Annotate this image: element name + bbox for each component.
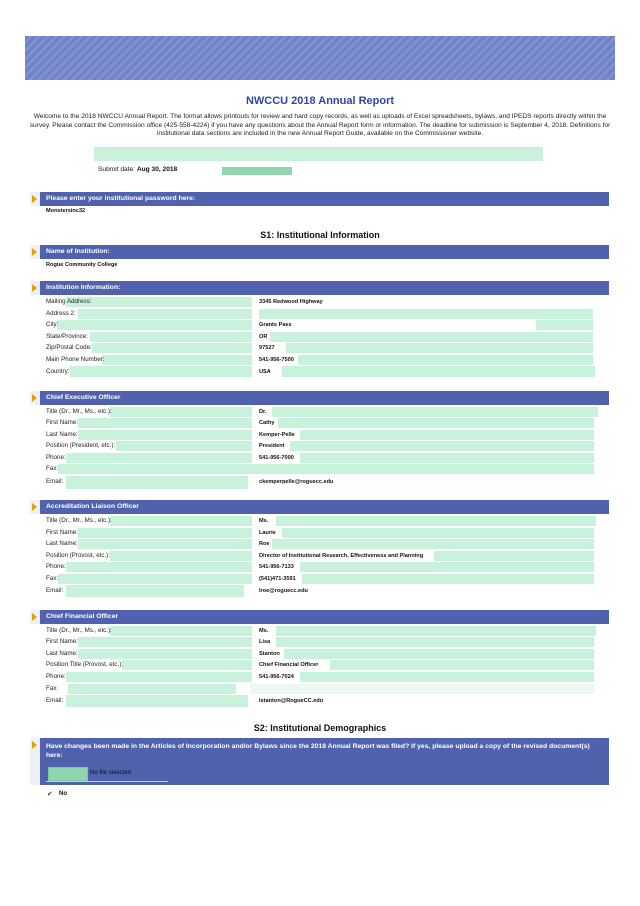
ceo-field-bg (116, 441, 252, 451)
institution-info-bar (30, 281, 609, 295)
ceo-email-value[interactable]: ckemperpelle@roguecc.edu (259, 479, 334, 485)
checkmark-icon: ✔ (47, 791, 53, 798)
ceo-position-label: Position (President, etc.): (46, 442, 116, 449)
city-extra-field (536, 320, 593, 330)
ceo-position-input[interactable] (290, 441, 594, 451)
phone-label-field (102, 355, 252, 365)
alo-email-label: Email: (46, 587, 64, 594)
country-input[interactable] (282, 366, 595, 377)
cfo-email-value[interactable]: lstanton@RogueCC.edu (259, 698, 324, 704)
phone-label: Main Phone Number: (46, 356, 105, 363)
alo-phone-label: Phone: (46, 563, 66, 570)
ceo-lastname-value[interactable]: Kemper-Pelle (259, 432, 295, 438)
alo-lastname-input[interactable] (272, 539, 594, 549)
alo-firstname-label: First Name: (46, 529, 78, 536)
alo-field-bg (110, 516, 252, 526)
address2-label-field (78, 309, 252, 319)
cfo-field-bg (122, 660, 252, 670)
institution-name-prompt: Name of Institution: (46, 248, 110, 255)
alo-fax-input[interactable] (302, 574, 594, 584)
city-label: City: (46, 321, 59, 328)
alo-email-value[interactable]: lroe@roguecc.edu (259, 588, 308, 594)
chevron-right-icon (30, 245, 40, 259)
ceo-firstname-input[interactable] (278, 418, 594, 428)
submit-date-label: Submit date: (98, 166, 136, 173)
city-value[interactable]: Grants Pass (259, 322, 292, 328)
chevron-right-icon (30, 610, 40, 624)
cfo-phone-label: Phone: (46, 673, 66, 680)
cfo-field-bg (66, 695, 248, 707)
alo-field-bg (66, 562, 252, 572)
ceo-lastname-input[interactable] (300, 430, 594, 440)
submit-date-bar (222, 167, 292, 175)
cfo-field-bg (66, 672, 252, 682)
cfo-heading: Chief Financial Officer (46, 613, 119, 620)
cfo-firstname-label: First Name: (46, 638, 78, 645)
mailing-address-label: Mailing Address: (46, 298, 92, 305)
chevron-right-icon (30, 738, 40, 785)
ceo-phone-label: Phone: (46, 454, 66, 461)
cfo-field-bg (110, 626, 252, 636)
institution-name-bar (30, 245, 609, 259)
cfo-email-label: Email: (46, 697, 64, 704)
alo-heading: Accreditation Liaison Officer (46, 503, 139, 510)
alo-section-bar (30, 500, 609, 514)
s2-heading: S2: Institutional Demographics (253, 723, 387, 733)
ceo-field-bg (66, 453, 252, 463)
cfo-position-value[interactable]: Chief Financial Officer (259, 662, 319, 668)
mailing-address-value[interactable]: 3345 Redwood Highway (259, 299, 323, 305)
alo-position-label: Position (Provost, etc.): (46, 552, 110, 559)
password-section-bar (30, 192, 609, 206)
address2-label: Address 2: (46, 310, 76, 317)
ceo-firstname-value[interactable]: Cathy (259, 420, 275, 426)
cfo-phone-value[interactable]: 541-956-7024 (259, 674, 294, 680)
cfo-lastname-value[interactable]: Stanton (259, 651, 280, 657)
ceo-field-bg (78, 418, 252, 428)
ceo-section-bar (30, 391, 609, 405)
chevron-right-icon (30, 281, 40, 295)
cfo-phone-input[interactable] (300, 672, 594, 682)
chevron-right-icon (30, 391, 40, 405)
cfo-fax-label: Fax: (46, 685, 59, 692)
cfo-firstname-value[interactable]: Lisa (259, 639, 271, 645)
cfo-title-input[interactable] (276, 626, 596, 636)
country-label-field (70, 366, 252, 377)
cfo-lastname-input[interactable] (284, 649, 594, 659)
ceo-field-bg (78, 430, 252, 440)
cfo-field-bg (68, 684, 236, 694)
alo-position-value[interactable]: Director of Institutional Research, Effectiveness and Planning (259, 553, 424, 559)
bylaws-question-bar (30, 738, 609, 785)
alo-field-bg (58, 574, 252, 584)
cfo-lastname-label: Last Name: (46, 650, 78, 657)
alo-phone-value[interactable]: 541-956-7133 (259, 564, 294, 570)
ceo-phone-value[interactable]: 541-956-7000 (259, 455, 294, 461)
ceo-position-value[interactable]: President (259, 443, 285, 449)
city-label-field (57, 320, 252, 330)
ceo-title-value[interactable]: Dr. (259, 409, 267, 415)
ceo-title-label: Title (Dr., Mr., Ms., etc.): (46, 408, 112, 415)
cfo-position-label: Position Title (Provost, etc.): (46, 661, 124, 668)
submit-banner-field (94, 147, 543, 161)
submit-date-row (98, 166, 177, 173)
alo-field-bg (78, 539, 252, 549)
zip-input[interactable] (286, 343, 593, 353)
phone-input[interactable] (298, 355, 593, 365)
alo-lastname-label: Last Name: (46, 540, 78, 547)
alo-fax-value[interactable]: (541)471-3591 (259, 576, 296, 582)
cfo-title-label: Title (Dr., Mr., Ms., etc.): (46, 627, 112, 634)
zip-label-field (92, 343, 252, 353)
cfo-position-input[interactable] (330, 660, 594, 670)
file-status: No file selected (90, 770, 132, 776)
ceo-title-input[interactable] (272, 407, 598, 417)
alo-firstname-input[interactable] (282, 528, 594, 538)
alo-title-input[interactable] (276, 516, 596, 526)
cfo-field-bg (78, 637, 252, 647)
alo-field-bg (110, 551, 252, 561)
ceo-email-label: Email: (46, 478, 64, 485)
bylaws-question: Have changes been made in the Articles of Incorporation and/or Bylaws since the 2018 Annual Report was filed? If yes, please upload a copy of the revised document(s) here: (46, 743, 590, 759)
phone-value[interactable]: 541-956-7500 (259, 357, 294, 363)
cfo-field-bg (78, 649, 252, 659)
country-value[interactable]: USA (259, 369, 271, 375)
alo-lastname-value[interactable]: Roe (259, 541, 270, 547)
alo-phone-input[interactable] (300, 562, 594, 572)
state-label-field (90, 332, 252, 342)
country-label: Country: (46, 368, 70, 375)
ceo-field-bg (66, 476, 248, 489)
ceo-fax-label: Fax: (46, 465, 59, 472)
ceo-heading: Chief Executive Officer (46, 394, 121, 401)
chevron-right-icon (30, 192, 40, 206)
state-label: State/Province: (46, 333, 88, 340)
alo-title-value[interactable]: Ms. (259, 518, 269, 524)
cfo-title-value[interactable]: Ms. (259, 628, 269, 634)
alo-fax-label: Fax: (46, 575, 59, 582)
mailing-address-label-field (66, 297, 252, 307)
ceo-lastname-label: Last Name: (46, 431, 78, 438)
zip-label: Zip/Postal Code: (46, 344, 92, 351)
ceo-field-bg (110, 407, 252, 417)
alo-position-input[interactable] (434, 551, 594, 561)
cfo-section-bar (30, 610, 609, 624)
password-prompt: Please enter your institutional password here: (46, 195, 196, 202)
alo-title-label: Title (Dr., Mr., Ms., etc.): (46, 517, 112, 524)
state-value[interactable]: OR (259, 334, 268, 340)
institution-info-heading: Institution Information: (46, 284, 121, 291)
chevron-right-icon (30, 500, 40, 514)
ceo-firstname-label: First Name: (46, 419, 78, 426)
cfo-fax-input[interactable] (250, 684, 594, 694)
file-underline (46, 781, 168, 782)
bylaws-answer[interactable]: No (59, 791, 67, 797)
state-input[interactable] (270, 332, 593, 342)
choose-file-button[interactable] (48, 767, 88, 781)
header-banner (25, 36, 615, 80)
zip-value[interactable]: 97527 (259, 345, 275, 351)
institution-name-value[interactable]: Rogue Community College (46, 262, 118, 268)
submit-date-value: Aug 30, 2018 (136, 166, 178, 173)
cfo-firstname-input[interactable] (276, 637, 594, 647)
s1-heading: S1: Institutional Information (260, 230, 380, 240)
alo-field-bg (66, 585, 244, 597)
address2-input[interactable] (259, 309, 593, 319)
ceo-phone-input[interactable] (300, 453, 594, 463)
password-value[interactable]: Monstersinc32 (46, 208, 86, 214)
ceo-fax-input[interactable] (58, 464, 594, 474)
intro-text: Welcome to the 2018 NWCCU Annual Report. The format allows printouts for review and hard copy records, as well as uploads of Excel spreadsheets, bylaws, and IPEDS reports directly within the survey. Please contact the Commission office (425-558-4224) if you have any questions about the Annual Report form or information. The deadline for submission is September 4, 2018. Definitions for institutional data sections are included in the new Annual Report Guide, available on the Commissioner website. (29, 113, 611, 138)
alo-firstname-value[interactable]: Laurie (259, 530, 276, 536)
alo-field-bg (78, 528, 252, 538)
page-title: NWCCU 2018 Annual Report (245, 95, 395, 107)
